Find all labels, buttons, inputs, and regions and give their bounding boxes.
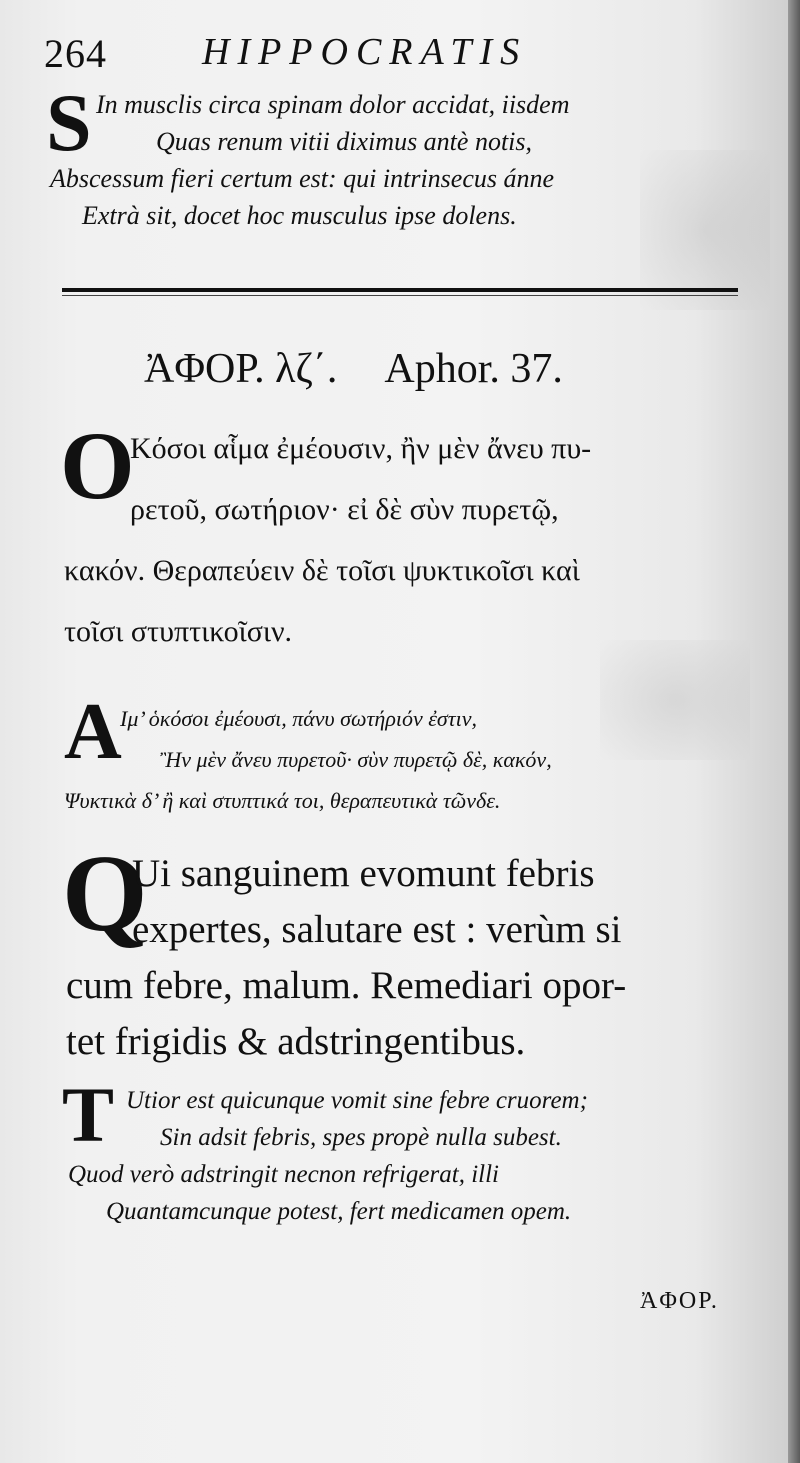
latin-line: expertes, salutare est : verùm si — [132, 908, 622, 951]
greek-verse-line: Ἢν μὲν ἄνευ πυρετοῦ· σὺν πυρετῷ δὲ, κακόν, — [160, 747, 552, 772]
bleed-through — [640, 150, 770, 310]
greek-line: κακόν. Θεραπεύειν δὲ τοῖσι ψυκτικοῖσι καὶ — [64, 554, 580, 587]
dropcap-t: T — [62, 1071, 115, 1158]
verse-line: Utior est quicunque vomit sine febre cruorem; — [126, 1087, 588, 1114]
dropcap-o: O — [60, 412, 135, 519]
greek-line: ρετοῦ, σωτήριον· εἰ δὲ σὺν πυρετῷ, — [130, 493, 559, 526]
verse-line: Quantamcunque potest, fert medicamen opem. — [106, 1198, 572, 1225]
greek-verse-line: Ψυκτικὰ δ’ ἢ καὶ στυπτικά τοι, θεραπευτικὰ τῶνδε. — [64, 788, 501, 813]
verse-line: Quas renum vitii diximus antè notis, — [156, 127, 533, 156]
page-edge-shadow — [788, 0, 800, 1463]
page-header — [44, 22, 744, 82]
verse-line: Extrà sit, docet hoc musculus ipse dolens. — [82, 201, 517, 230]
latin-heading: Aphor. 37. — [384, 346, 563, 392]
aphorism-heading — [144, 345, 563, 393]
greek-line: τοῖσι στυπτικοῖσιν. — [64, 615, 293, 648]
latin-line: Ui sanguinem evomunt febris — [132, 852, 595, 895]
verse-line: In musclis circa spinam dolor accidat, iisdem — [96, 90, 570, 119]
verse-bottom — [68, 1082, 588, 1230]
catchword: ἈΦΟΡ. — [640, 1288, 719, 1314]
latin-line: tet frigidis & adstringentibus. — [66, 1020, 526, 1063]
verse-top — [50, 86, 570, 234]
verse-line: Abscessum fieri certum est: qui intrinsecus ánne — [50, 164, 555, 193]
greek-verse — [64, 698, 552, 821]
greek-prose — [64, 418, 592, 662]
greek-heading: ἈΦΟΡ. λζ΄. — [144, 346, 338, 392]
section-rule — [62, 288, 738, 292]
running-head: HIPPOCRATIS — [202, 31, 528, 73]
verse-line: Sin adsit febris, spes propè nulla subest. — [160, 1124, 562, 1151]
verse-line: Quod verò adstringit necnon refrigerat, illi — [68, 1161, 499, 1188]
greek-verse-line: Ιμ’ ὁκόσοι ἐμέουσι, πάνυ σωτήριόν ἐστιν, — [120, 706, 478, 731]
greek-line: Κόσοι αἷμα ἐμέουσιν, ἢν μὲν ἄνευ πυ- — [130, 432, 592, 465]
dropcap-s: S — [46, 77, 92, 168]
dropcap-a: A — [64, 688, 122, 776]
latin-line: cum febre, malum. Remediari opor- — [66, 964, 627, 1007]
dropcap-q: Q — [62, 832, 148, 954]
bleed-through — [600, 640, 750, 760]
page-number: 264 — [44, 31, 107, 76]
latin-prose — [66, 846, 627, 1070]
